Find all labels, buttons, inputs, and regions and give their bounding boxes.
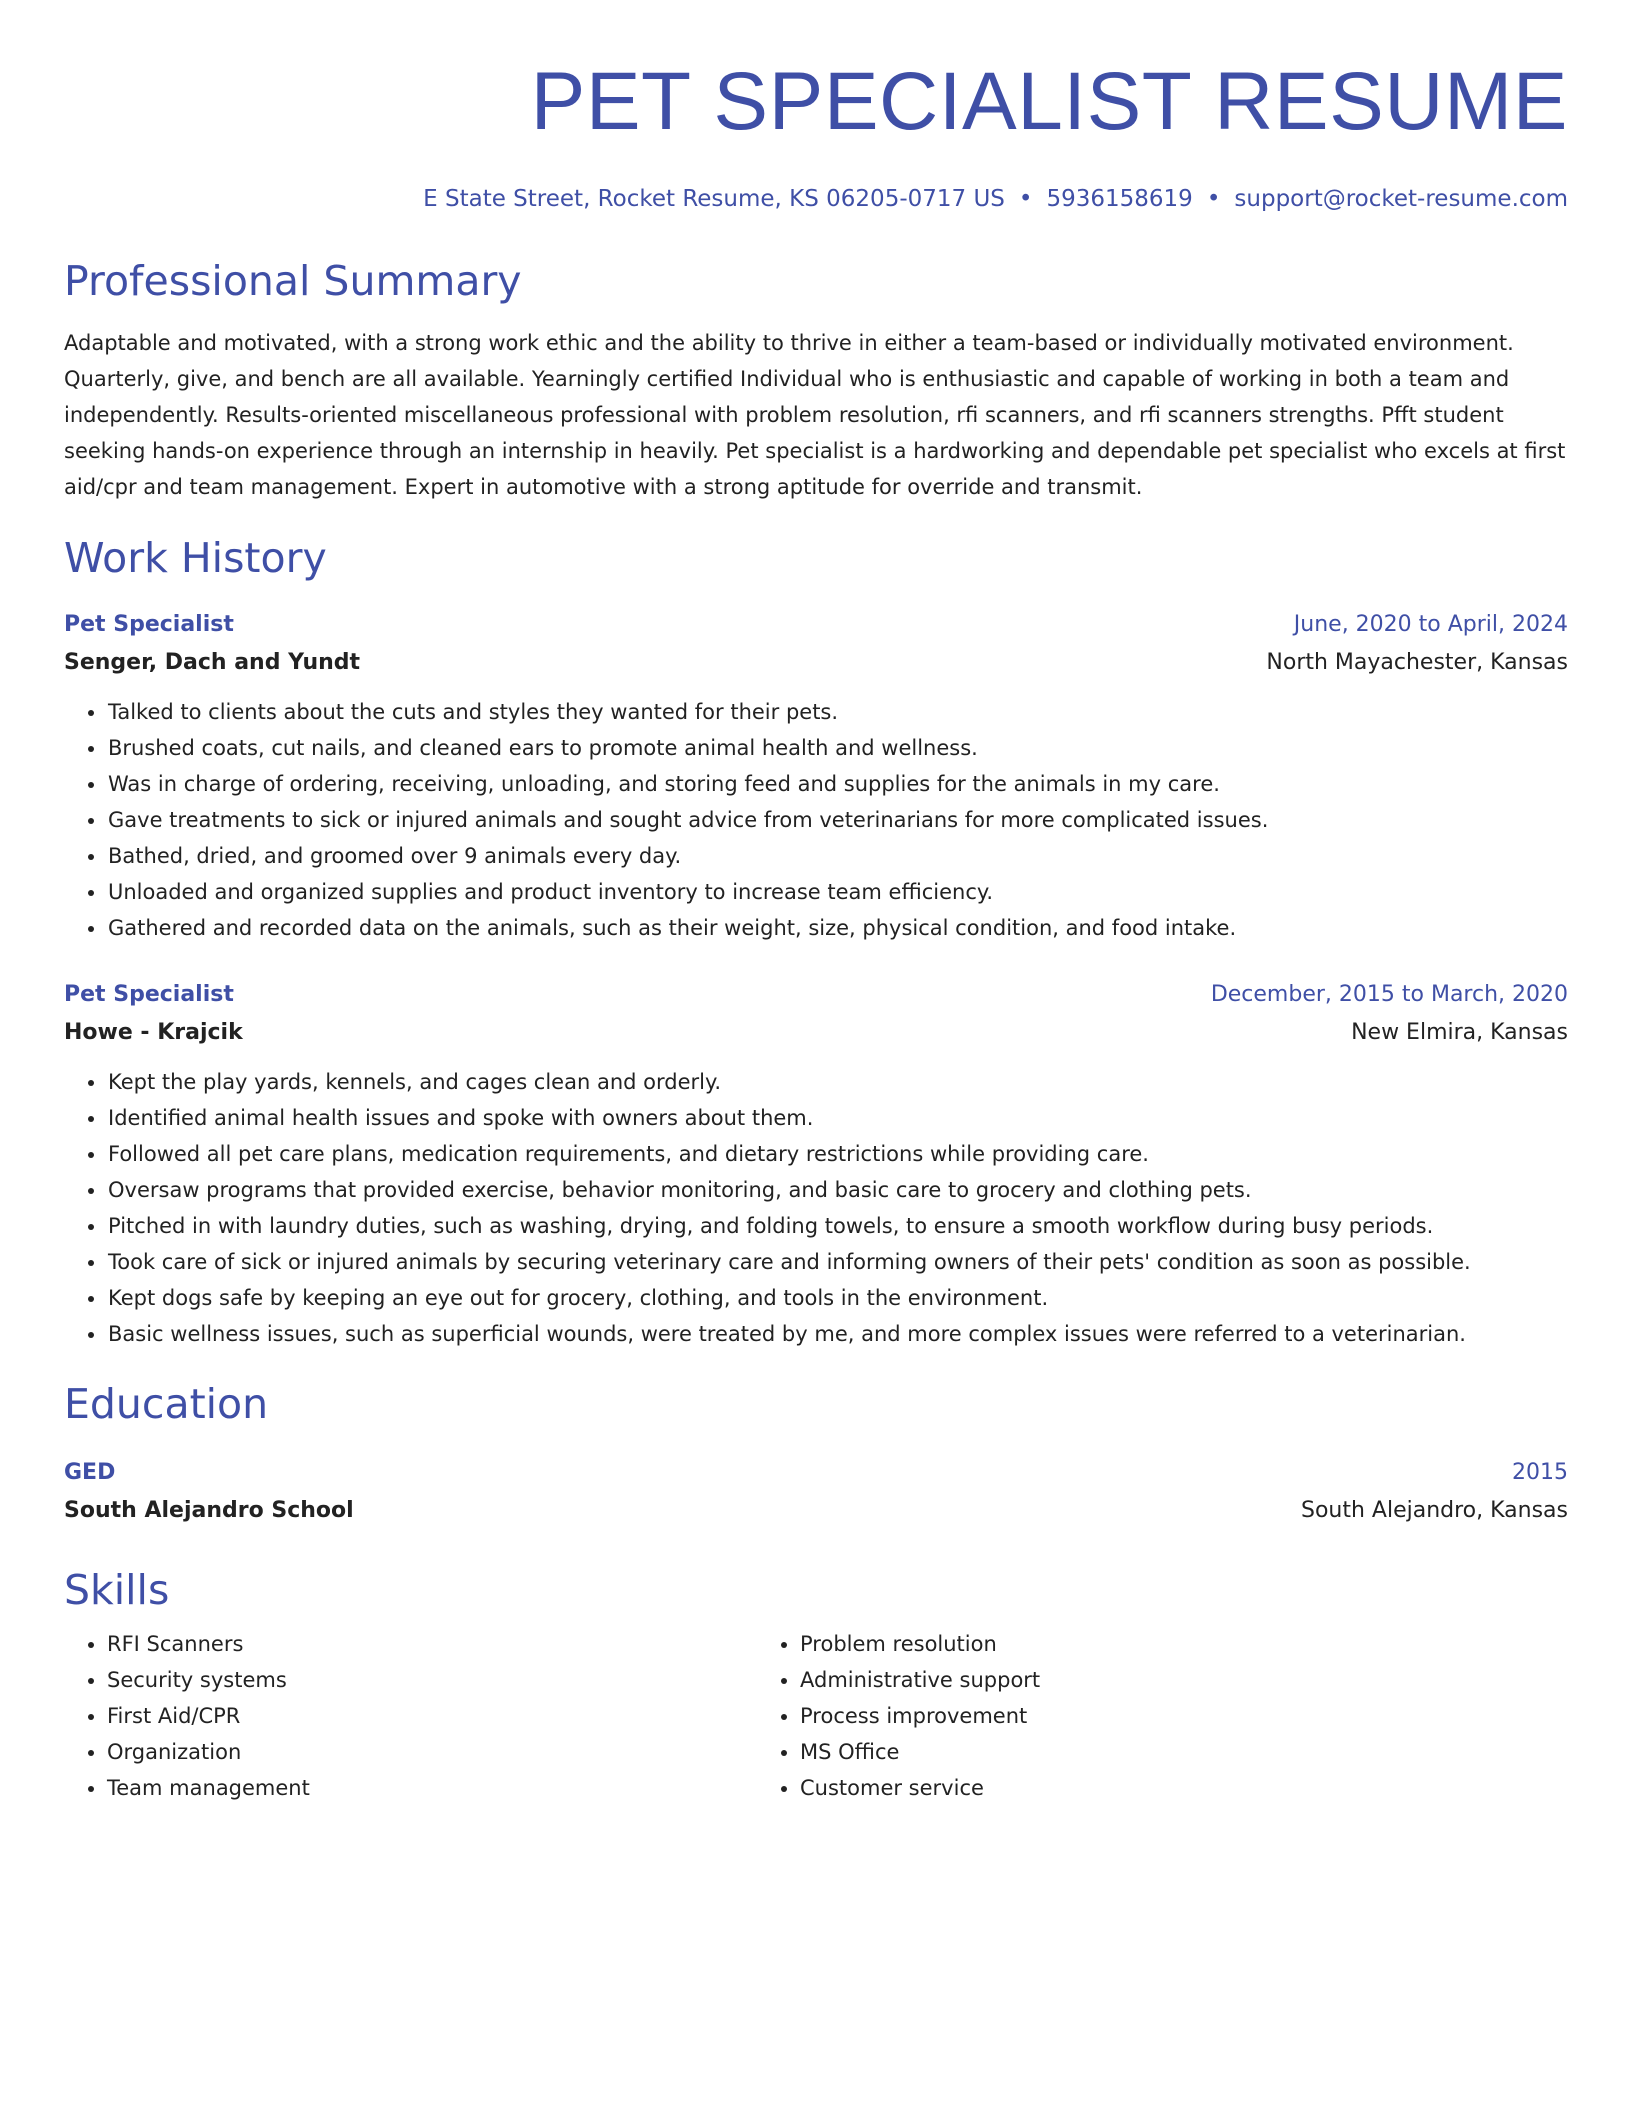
job-bullet: • Was in charge of ordering, receiving, unloading, and storing feed and supplies for the animals in my care. [107, 766, 1568, 802]
job-entry [64, 606, 1568, 946]
contact-phone: 5936158619 [1046, 186, 1193, 212]
job-bullet: • Kept the play yards, kennels, and cages clean and orderly. [107, 1064, 1568, 1100]
contact-separator: • [1206, 186, 1221, 212]
skills-list [64, 1626, 1568, 1806]
education-entry [64, 1454, 1568, 1530]
job-bullet-list [64, 694, 1568, 946]
job-bullet: • Brushed coats, cut nails, and cleaned ears to promote animal health and wellness. [107, 730, 1568, 766]
contact-email[interactable]: support@rocket-resume.com [1234, 186, 1568, 212]
job-bullet: • Basic wellness issues, such as superficial wounds, were treated by me, and more complex issues were referred to a veterinarian. [107, 1316, 1568, 1352]
contact-address: E State Street, Rocket Resume, KS 06205-0717 US [423, 186, 1005, 212]
job-dates: June, 2020 to April, 2024 [1293, 612, 1568, 637]
skill-item: • Problem resolution [800, 1626, 1536, 1662]
job-company: Senger, Dach and Yundt [64, 650, 361, 675]
job-location: North Mayachester, Kansas [1266, 650, 1568, 675]
skill-item: • RFI Scanners [107, 1626, 843, 1662]
education-school: South Alejandro School [64, 1498, 354, 1523]
job-bullet: • Took care of sick or injured animals by securing veterinary care and informing owners of their pets' condition as soon as possible. [107, 1244, 1568, 1280]
job-bullet: • Followed all pet care plans, medication requirements, and dietary restrictions while providing care. [107, 1136, 1568, 1172]
section-heading-skills: Skills [64, 1566, 170, 1614]
skill-item: • First Aid/CPR [107, 1698, 843, 1734]
education-year: 2015 [1512, 1460, 1568, 1485]
skill-item: • MS Office [800, 1734, 1536, 1770]
job-location: New Elmira, Kansas [1351, 1020, 1568, 1045]
skill-item: • Process improvement [800, 1698, 1536, 1734]
job-bullet: • Pitched in with laundry duties, such as washing, drying, and folding towels, to ensure a smooth workflow during busy periods. [107, 1208, 1568, 1244]
education-location: South Alejandro, Kansas [1300, 1498, 1568, 1523]
education-degree: GED [64, 1460, 116, 1485]
skills-column-left [64, 1626, 843, 1806]
skill-item: • Security systems [107, 1662, 843, 1698]
job-role: Pet Specialist [64, 982, 234, 1007]
contact-separator: • [1018, 186, 1033, 212]
job-bullet: • Kept dogs safe by keeping an eye out for grocery, clothing, and tools in the environment. [107, 1280, 1568, 1316]
skill-item: • Team management [107, 1770, 843, 1806]
skill-item: • Customer service [800, 1770, 1536, 1806]
section-heading-education: Education [64, 1380, 269, 1428]
job-bullet: • Gave treatments to sick or injured animals and sought advice from veterinarians for more complicated issues. [107, 802, 1568, 838]
job-bullet-list [64, 1064, 1568, 1352]
skills-column-right [800, 1626, 1536, 1806]
job-bullet: • Identified animal health issues and spoke with owners about them. [107, 1100, 1568, 1136]
section-heading-work-history: Work History [64, 534, 327, 582]
job-bullet: • Oversaw programs that provided exercise, behavior monitoring, and basic care to grocery and clothing pets. [107, 1172, 1568, 1208]
section-heading-summary: Professional Summary [64, 257, 522, 305]
skill-item: • Administrative support [800, 1662, 1536, 1698]
summary-text: Adaptable and motivated, with a strong work ethic and the ability to thrive in either a team-based or individually motivated environment. Quarterly, give, and bench are all available. Yearningly certified Individual who is enthusiastic and capable of working in both a team and independently. Results-oriented miscellaneous professional with problem resolution, rfi scanners, and rfi scanners strengths. Pfft student seeking hands-on experience through an internship in heavily. Pet specialist is a hardworking and dependable pet specialist who excels at first aid/cpr and team management. Expert in automotive with a strong aptitude for override and transmit. [64, 331, 1566, 499]
job-company: Howe - Krajcik [64, 1020, 243, 1045]
job-entry [64, 976, 1568, 1352]
resume-title: PET SPECIALIST RESUME [530, 56, 1568, 147]
job-bullet: • Unloaded and organized supplies and product inventory to increase team efficiency. [107, 874, 1568, 910]
job-role: Pet Specialist [64, 612, 234, 637]
job-bullet: • Talked to clients about the cuts and styles they wanted for their pets. [107, 694, 1568, 730]
job-dates: December, 2015 to March, 2020 [1210, 982, 1568, 1007]
job-bullet: • Gathered and recorded data on the animals, such as their weight, size, physical condition, and food intake. [107, 910, 1568, 946]
job-bullet: • Bathed, dried, and groomed over 9 animals every day. [107, 838, 1568, 874]
skill-item: • Organization [107, 1734, 843, 1770]
contact-line [64, 184, 1568, 214]
